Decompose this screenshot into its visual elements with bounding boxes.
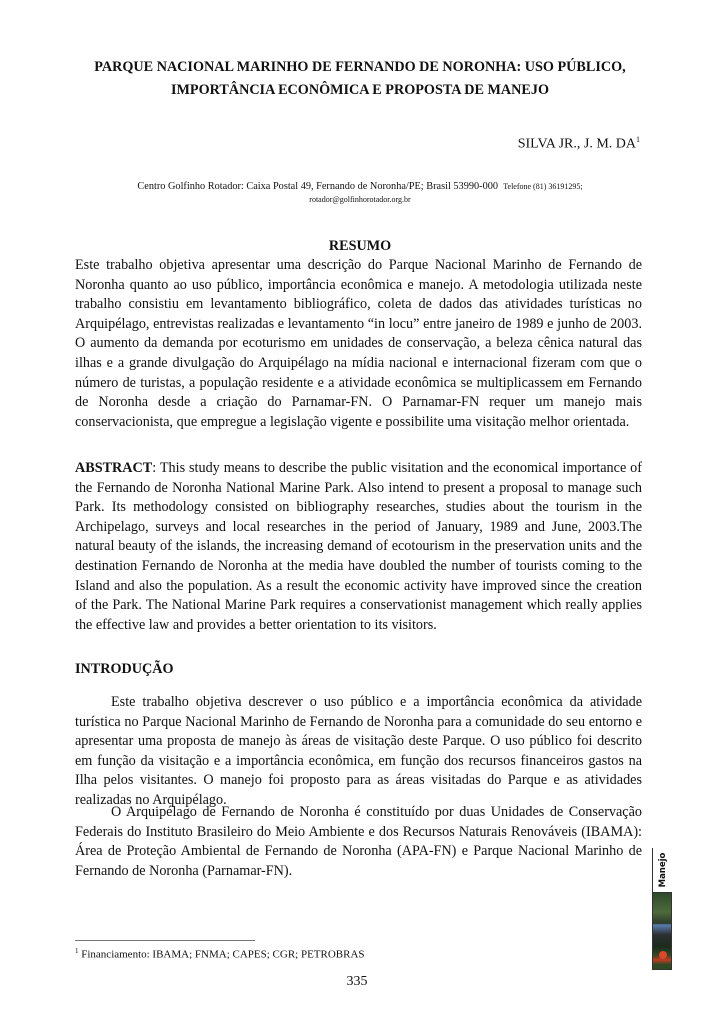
affiliation: [60, 180, 660, 206]
flower-image: [659, 951, 667, 959]
introducao-paragraph-2: O Arquipélago de Fernando de Noronha é constituído por duas Unidades de Conservação Federais do Instituto Brasileiro do Meio Ambiente e dos Recursos Naturais Renováveis (IBAMA): Área de Proteção Ambiental de Fernando de Noronha (APA-FN) e Parque Nacional Marinho de Fernando de Noronha (Parnamar-FN).: [75, 804, 642, 879]
abstract-section: [75, 459, 642, 635]
affiliation-address: Centro Golfinho Rotador: Caixa Postal 49, Fernando de Noronha/PE; Brasil 53990-000: [137, 181, 499, 192]
paper-title: [60, 56, 660, 102]
introducao-heading: INTRODUÇÃO: [75, 661, 174, 677]
page-number: 335: [346, 974, 368, 989]
title-line-2: IMPORTÂNCIA ECONÔMICA E PROPOSTA DE MANEJO: [171, 82, 549, 98]
author: [518, 135, 640, 153]
side-tab-photo-strip: [652, 892, 672, 970]
title-line-1: PARQUE NACIONAL MARINHO DE FERNANDO DE NORONHA: USO PÚBLICO,: [94, 59, 626, 75]
abstract-text: : This study means to describe the public visitation and the economical importance of the Fernando de Noronha National Marine Park. Also intend to present a proposal to manage such Park. Its methodology consisted on bibliography researches, studies about the tourism in the Archipelago, surveys and local researches in the period of January, 1989 and June, 2003.The natural beauty of the islands, the increasing demand of ecotourism in the preservation units and the destination Fernando de Noronha at the media have doubled the number of tourists coming to the Island and also the population. As a result the economic activity have improved since the creation of the Park. The National Marine Park requires a conservationist management which really applies the effective law and provides a better orientation to its visitors.: [75, 460, 642, 633]
footnote-mark: 1: [75, 947, 79, 955]
resumo-text: Este trabalho objetiva apresentar uma descrição do Parque Nacional Marinho de Fernando de Noronha quanto ao uso público, importância econômica e manejo. A metodologia utilizada neste trabalho consistiu em levantamento bibliográfico, coleta de dados das atividades turísticas no Arquipélago, entrevistas realizadas e levantamento “in locu” entre janeiro de 1989 e junho de 2003. O aumento da demanda por ecoturismo em unidades de conservação, a beleza cênica natural das ilhas e a grande divulgação do Arquipélago na mídia nacional e internacional fizeram com que o número de turistas, a população residente e a atividade econômica se multiplicassem em Fernando de Noronha desde a criação do Parnamar-FN. O Parnamar-FN requer um manejo mais conservacionista, que empregue a legislação vigente e possibilite uma visitação melhor orientada.: [75, 257, 642, 430]
introducao-paragraph-1: Este trabalho objetiva descrever o uso público e a importância econômica da atividade turística no Parque Nacional Marinho de Fernando de Noronha para a comunidade do seu entorno e apresentar uma proposta de manejo às áreas de visitação deste Parque. O uso público foi descrito em função da visitação e a importância econômica, em função dos recursos financeiros gastos na Ilha pelos visitantes. O manejo foi proposto para as áreas visitadas do Parque e as atividades realizadas no Arquipélago.: [75, 694, 642, 808]
footnote-text: Financiamento: IBAMA; FNMA; CAPES; CGR; PETROBRAS: [81, 948, 365, 961]
side-tab-label: Manejo: [658, 852, 668, 888]
affiliation-email: rotador@golfinhorotador.org.br: [309, 195, 411, 204]
resumo-heading: RESUMO: [328, 238, 392, 254]
abstract-heading: ABSTRACT: [75, 460, 153, 476]
author-footnote-mark: 1: [636, 135, 640, 144]
side-tab-label-box: [652, 848, 673, 892]
affiliation-phone: Telefone (81) 36191295;: [503, 182, 583, 191]
author-name: SILVA JR., J. M. DA: [517, 136, 636, 152]
section-side-tab: [652, 848, 672, 970]
footnote: [75, 947, 365, 961]
footnote-divider: [75, 940, 255, 941]
